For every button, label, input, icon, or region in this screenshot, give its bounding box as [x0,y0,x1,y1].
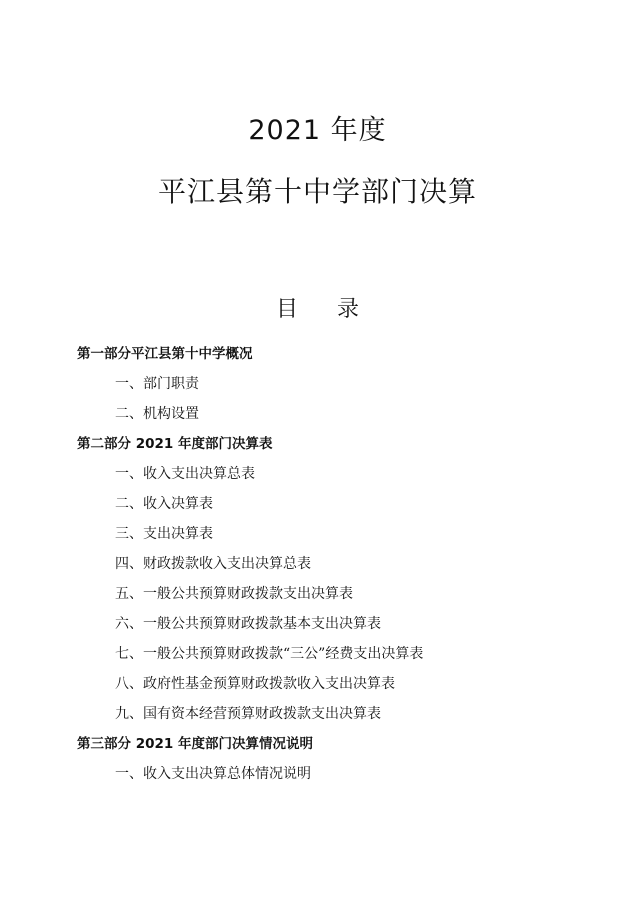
toc-part-1: 第一部分平江县第十中学概况 [77,346,253,362]
toc-item-fiscal-appropriation-summary: 四、财政拨款收入支出决算总表 [115,556,311,572]
toc-item-three-public-expenses: 七、一般公共预算财政拨款“三公”经费支出决算表 [115,646,424,662]
toc-item-overall-explanation: 一、收入支出决算总体情况说明 [115,766,311,782]
toc-item-expenditure-table: 三、支出决算表 [115,526,213,542]
toc-part-3: 第三部分 2021 年度部门决算情况说明 [77,736,313,752]
toc-heading: 目 录 [276,297,375,322]
document-title: 平江县第十中学部门决算 [157,175,477,208]
toc-item-income-table: 二、收入决算表 [115,496,213,512]
year-title: 2021 年度 [248,115,387,146]
toc-item-income-expenditure-summary: 一、收入支出决算总表 [115,466,255,482]
toc-item-general-budget-basic-expenditure: 六、一般公共预算财政拨款基本支出决算表 [115,616,381,632]
toc-item-general-budget-expenditure: 五、一般公共预算财政拨款支出决算表 [115,586,353,602]
toc-item-state-capital-budget: 九、国有资本经营预算财政拨款支出决算表 [115,706,381,722]
table-of-contents [0,340,635,790]
toc-item-department-duties: 一、部门职责 [115,376,199,392]
toc-item-government-fund-budget: 八、政府性基金预算财政拨款收入支出决算表 [115,676,395,692]
toc-item-organization-setup: 二、机构设置 [115,406,199,422]
toc-part-2: 第二部分 2021 年度部门决算表 [77,436,273,452]
